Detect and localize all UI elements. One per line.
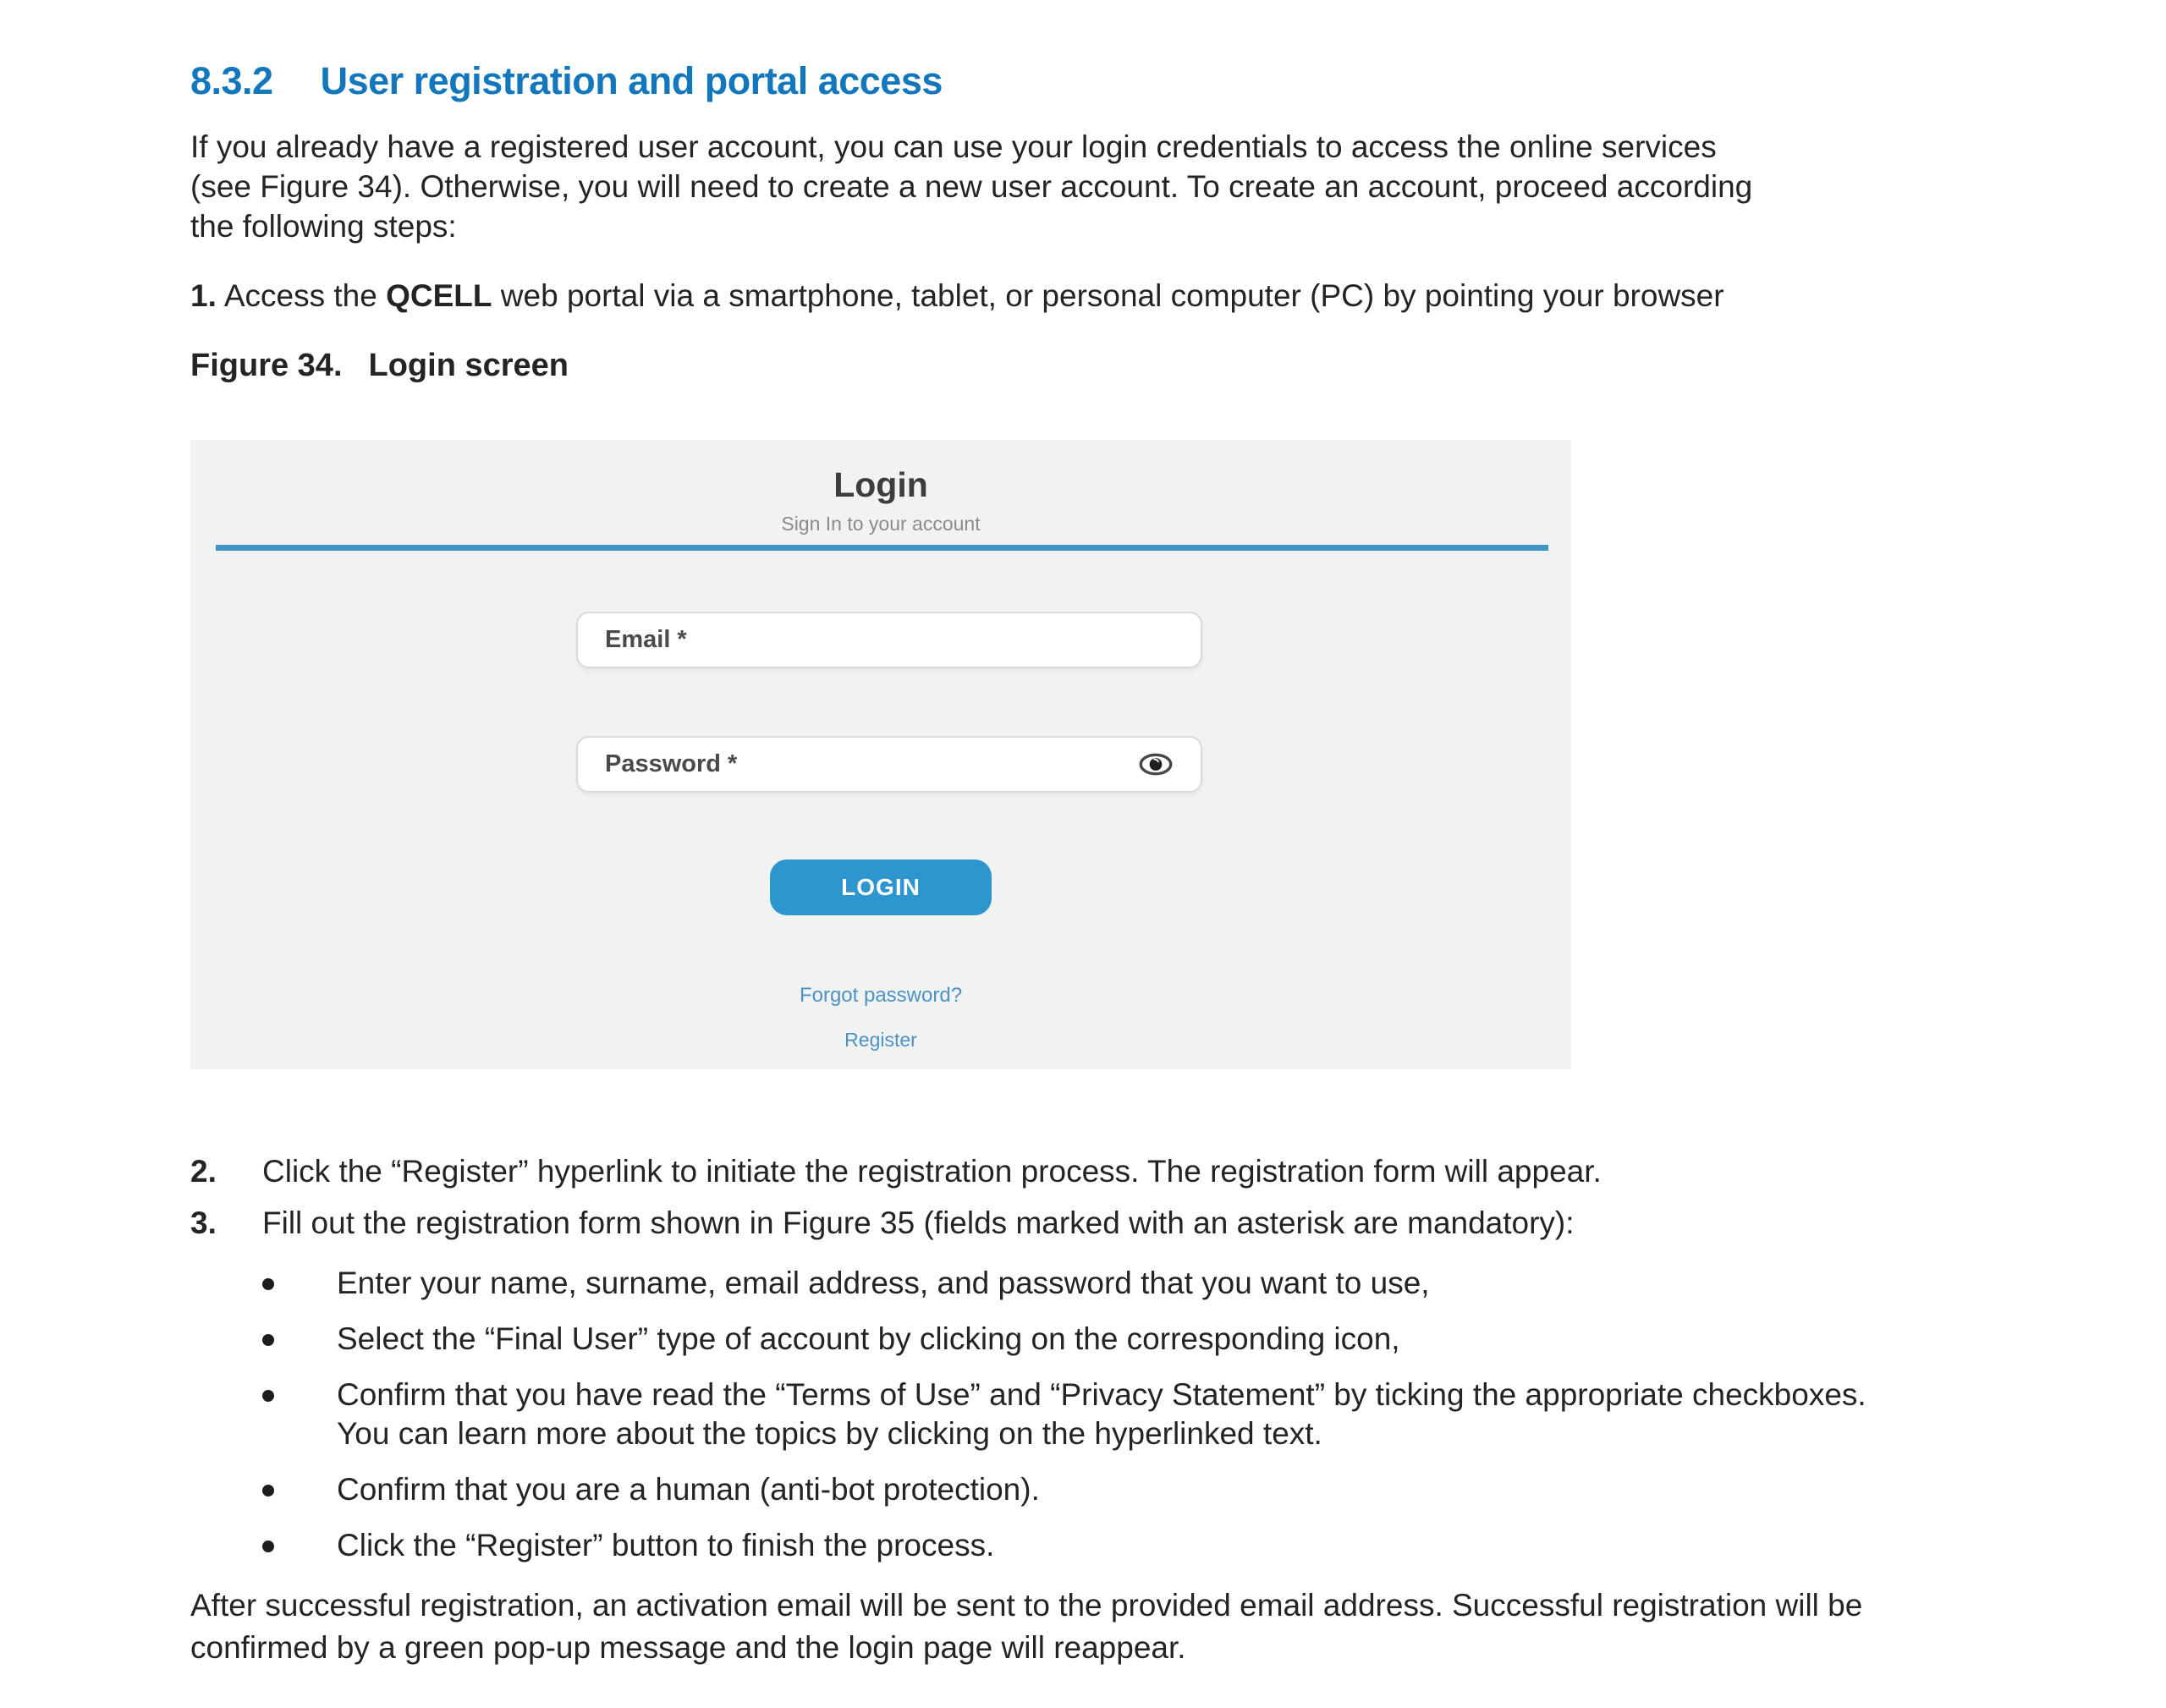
bullet-icon — [262, 1334, 274, 1346]
bullet-line: Enter your name, surname, email address, and password that you want to use, — [337, 1266, 1430, 1300]
bullet-line: Confirm that you are a human (anti-bot protection). — [337, 1472, 1040, 1507]
bullet-line: Select the “Final User” type of account by clicking on the corresponding icon, — [337, 1321, 1400, 1356]
bullet-text — [337, 1376, 1866, 1453]
closing-paragraph — [190, 1584, 2166, 1669]
step-text: Click the “Register” hyperlink to initiate the registration process. The registration form will appear. — [262, 1154, 1602, 1189]
section-heading — [190, 59, 2166, 103]
closing-line: After successful registration, an activation email will be sent to the provided email address. Successful registration will be — [190, 1588, 1863, 1623]
intro-line: (see Figure 34). Otherwise, you will need to create a new user account. To create an account, proceed according — [190, 169, 1753, 204]
bullet-text — [337, 1264, 1430, 1303]
section-number: 8.3.2 — [190, 59, 273, 102]
figure-label: Figure 34. — [190, 348, 343, 383]
intro-line: the following steps: — [190, 209, 457, 244]
figure-title: Login screen — [368, 348, 569, 383]
bullet-text — [337, 1470, 1040, 1509]
list-item — [190, 1264, 2166, 1303]
login-subtitle: Sign In to your account — [781, 513, 981, 535]
bullet-line: Confirm that you have read the “Terms of Use” and “Privacy Statement” by ticking the appropriate checkboxes. — [337, 1377, 1866, 1412]
password-field-label: Password * — [605, 750, 738, 777]
bullet-icon — [262, 1278, 274, 1290]
login-button[interactable]: LOGIN — [770, 859, 992, 915]
step-1 — [190, 278, 2166, 314]
step-text-post: web portal via a smartphone, tablet, or personal computer (PC) by pointing your browser — [492, 278, 1724, 313]
bullet-icon — [262, 1485, 274, 1497]
step-number: 2. — [190, 1154, 217, 1189]
bullet-line: Click the “Register” button to finish the process. — [337, 1528, 995, 1562]
forgot-password-link[interactable]: Forgot password? — [799, 984, 963, 1007]
list-item — [190, 1470, 2166, 1509]
password-field[interactable] — [576, 736, 1202, 793]
step-text-pre: Access the — [223, 278, 387, 313]
step-number: 3. — [190, 1205, 217, 1240]
intro-line: If you already have a registered user account, you can use your login credentials to access the online services — [190, 129, 1717, 164]
step-text: Fill out the registration form shown in Figure 35 (fields marked with an asterisk are mandatory): — [262, 1205, 1575, 1240]
intro-paragraph — [190, 127, 2166, 246]
login-screen-figure — [190, 440, 1571, 1069]
step-2 — [190, 1154, 2166, 1189]
brand-name: QCELL — [386, 278, 492, 313]
closing-line: confirmed by a green pop-up message and the login page will reappear. — [190, 1630, 1186, 1665]
email-field-label: Email * — [605, 626, 687, 653]
eye-icon[interactable] — [1138, 752, 1174, 777]
numbered-steps — [190, 1154, 2166, 1241]
bullet-line: You can learn more about the topics by clicking on the hyperlinked text. — [337, 1416, 1322, 1451]
step-3 — [190, 1205, 2166, 1241]
list-item — [190, 1320, 2166, 1359]
bullet-icon — [262, 1390, 274, 1402]
register-link[interactable]: Register — [844, 1029, 917, 1051]
email-field[interactable] — [576, 612, 1202, 668]
list-item — [190, 1376, 2166, 1453]
step-number: 1. — [190, 278, 217, 313]
bullet-list — [190, 1264, 2166, 1565]
header-divider — [216, 545, 1548, 551]
bullet-text — [337, 1526, 994, 1565]
list-item — [190, 1526, 2166, 1565]
section-title: User registration and portal access — [320, 59, 943, 102]
login-title: Login — [833, 465, 928, 504]
bullet-icon — [262, 1540, 274, 1552]
bullet-text — [337, 1320, 1400, 1359]
figure-caption — [190, 348, 2166, 384]
